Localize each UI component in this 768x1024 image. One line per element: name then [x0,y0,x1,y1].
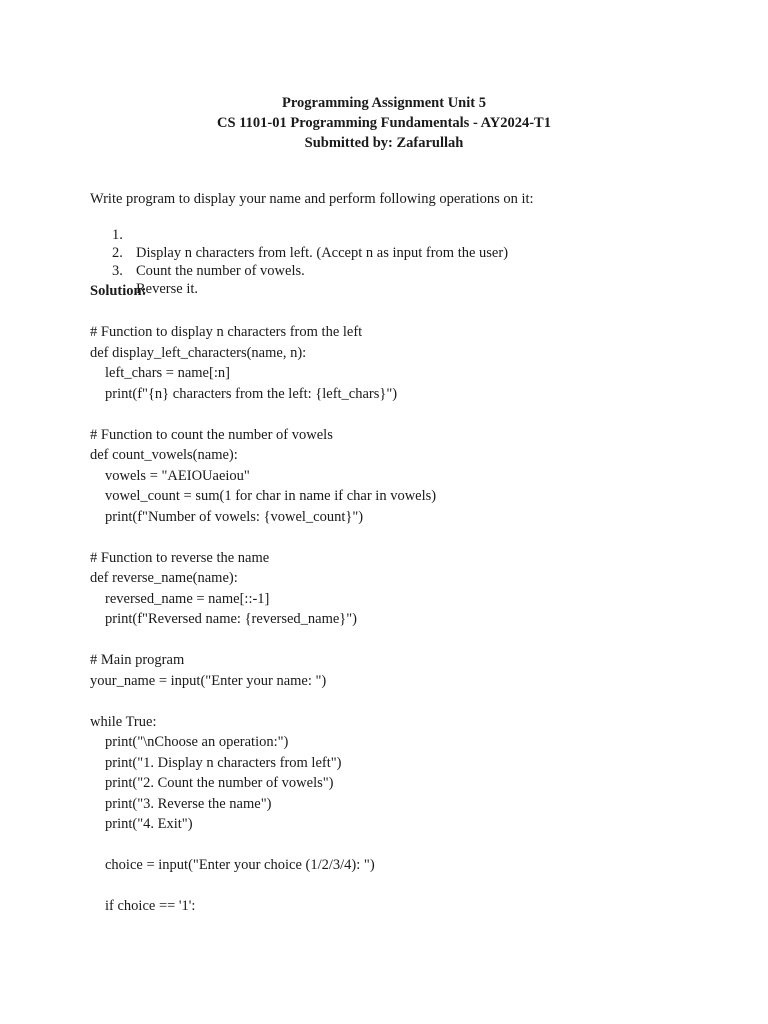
code-line: def display_left_characters(name, n): [90,345,307,361]
code-line: print(f"Reversed name: {reversed_name}") [105,611,358,627]
code-line: # Function to count the number of vowels [90,427,333,443]
solution-label: Solution: [90,283,147,299]
code-line: while True: [90,714,157,730]
document-title: Programming Assignment Unit 5 [282,95,486,111]
code-line: if choice == '1': [105,898,196,914]
list-number: 3. [112,263,123,279]
code-line: reversed_name = name[::-1] [105,591,270,607]
list-text: Count the number of vowels. [136,263,305,279]
task-intro: Write program to display your name and perform following operations on it: [90,191,534,207]
code-line: # Function to reverse the name [90,550,270,566]
code-line: print(f"Number of vowels: {vowel_count}") [105,509,364,525]
list-text: Reverse it. [136,281,199,297]
code-line: your_name = input("Enter your name: ") [90,673,327,689]
task-list-item [0,244,768,316]
code-line: print("2. Count the number of vowels") [105,775,334,791]
code-line: print(f"{n} characters from the left: {left_chars}") [105,386,398,402]
code-line: def count_vowels(name): [90,447,238,463]
list-number: 2. [112,245,123,261]
course-title: CS 1101-01 Programming Fundamentals - AY2024-T1 [217,115,551,131]
code-line: choice = input("Enter your choice (1/2/3/4): ") [105,857,375,873]
list-text: Display n characters from left. (Accept n as input from the user) [136,245,509,261]
code-line: # Function to display n characters from the left [90,324,363,340]
submitted-by: Submitted by: Zafarullah [304,135,464,151]
code-line: # Main program [90,652,185,668]
code-line: print("3. Reverse the name") [105,796,272,812]
code-line: print("\nChoose an operation:") [105,734,289,750]
code-line: def reverse_name(name): [90,570,238,586]
code-line: print("4. Exit") [105,816,193,832]
code-line: vowel_count = sum(1 for char in name if char in vowels) [105,488,437,504]
list-number: 1. [112,227,123,243]
code-line: vowels = "AEIOUaeiou" [105,468,250,484]
code-line: left_chars = name[:n] [105,365,230,381]
code-line: print("1. Display n characters from left") [105,755,342,771]
